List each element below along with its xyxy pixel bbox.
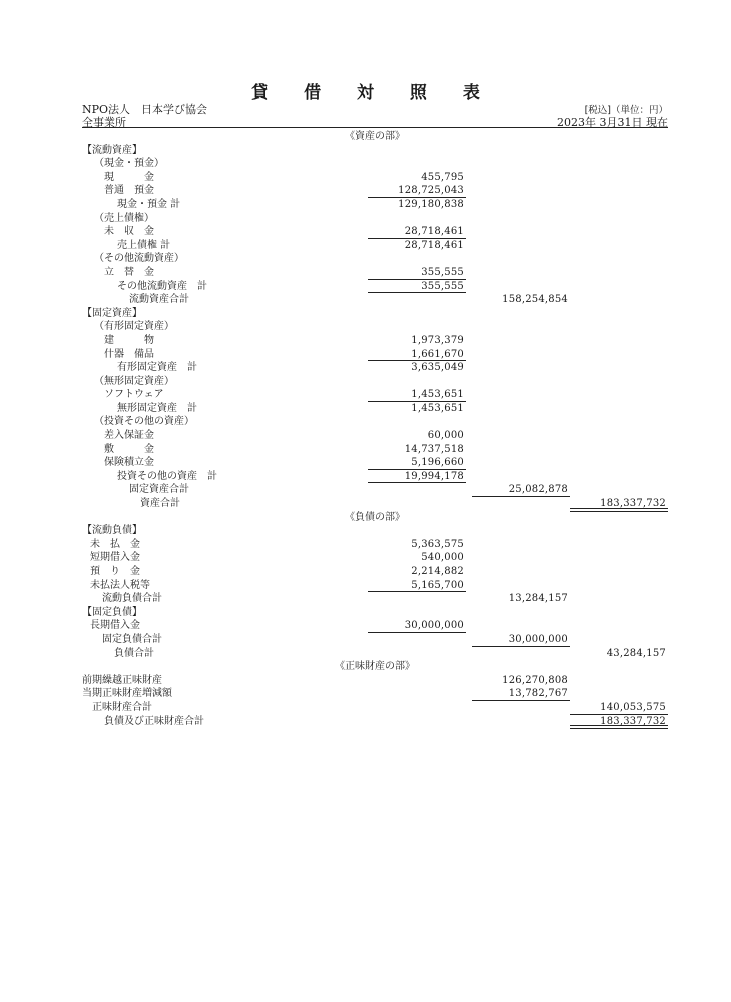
table-row [82,157,668,171]
amount-detail: 1,973,379 [411,334,464,346]
row-label: 敷 金 [104,443,154,455]
amount-detail: 1,453,651 [368,388,466,402]
table-row [82,361,668,375]
amount-detail: 30,000,000 [368,619,466,633]
amount-detail: 129,180,838 [398,198,464,210]
amount-detail: 1,453,651 [411,402,464,414]
table-row [82,184,668,198]
row-label: 正味財産合計 [92,701,152,713]
amount-subtotal: 25,082,878 [472,483,570,497]
row-label: 前期繰越正味財産 [82,674,162,686]
table-row [82,320,668,334]
row-label: 【流動資産】 [82,144,142,156]
organization-name: NPO法人 日本学び協会 [82,103,208,116]
row-label: 普通 預金 [104,185,154,197]
table-row [82,225,668,239]
amount-detail: 60,000 [427,430,464,442]
table-row [82,402,668,416]
table-row [82,307,668,321]
unit-note: [税込]（単位：円） [584,105,668,116]
header-rule [82,127,668,128]
table-row [82,429,668,443]
row-label: 流動負債合計 [102,593,162,605]
row-label: 建 物 [104,334,154,346]
table-row [82,293,668,307]
table-row [82,647,668,661]
section-heading: 《正味財産の部》 [335,661,415,673]
amount-detail: 128,725,043 [368,184,466,198]
row-label: 【固定負債】 [82,606,142,618]
table-row [82,565,668,579]
amount-total: 140,053,575 [570,701,668,715]
amount-detail: 19,994,178 [368,470,466,484]
row-label: （その他流動資産） [94,253,184,265]
row-label: 無形固定資産 計 [117,402,197,414]
table-row [82,198,668,212]
row-label: 負債及び正味財産合計 [104,715,204,727]
table-row [82,538,668,552]
table-row [82,239,668,253]
balance-sheet-table [82,130,668,728]
row-label: 当期正味財産増減額 [82,688,172,700]
row-label: 未 払 金 [90,538,140,550]
row-label: 【固定資産】 [82,307,142,319]
business-scope: 全事業所 [82,116,126,129]
table-row [82,171,668,185]
amount-detail: 2,214,882 [411,566,464,577]
row-label: 現 金 [104,171,154,183]
amount-detail: 5,165,700 [368,579,466,593]
section-heading-row [82,511,668,525]
row-label: 保険積立金 [104,457,154,469]
amount-detail: 355,555 [368,280,466,294]
row-label: 売上債権 計 [117,239,171,251]
row-label: 投資その他の資産 計 [117,470,217,482]
table-row [82,456,668,470]
table-row [82,715,668,729]
row-label: 短期借入金 [90,552,140,564]
section-heading-row [82,660,668,674]
section-heading-row [82,130,668,144]
row-label: 固定資産合計 [129,484,189,496]
row-label: 未 収 金 [104,226,154,238]
amount-subtotal: 126,270,808 [502,674,568,686]
table-row [82,701,668,715]
table-row [82,497,668,511]
row-label: 固定負債合計 [102,633,162,645]
table-row [82,388,668,402]
amount-total: 183,337,732 [570,497,668,511]
table-row [82,443,668,457]
amount-detail: 355,555 [368,266,466,280]
amount-detail: 455,795 [421,171,464,183]
table-row [82,415,668,429]
row-label: 長期借入金 [90,620,140,632]
row-label: 【流動負債】 [82,525,142,537]
row-label: 流動資産合計 [129,294,189,306]
table-row [82,579,668,593]
table-row [82,551,668,565]
table-row [82,633,668,647]
amount-detail: 28,718,461 [404,239,464,251]
amount-detail: 3,635,049 [411,362,464,374]
row-label: ソフトウェア [104,389,164,401]
table-row [82,619,668,633]
row-label: （売上債権） [94,212,154,224]
row-label: 立 替 金 [104,266,154,278]
table-row [82,483,668,497]
table-row [82,470,668,484]
amount-detail: 1,661,670 [368,348,466,362]
row-label: 資産合計 [140,498,180,510]
section-heading: 《負債の部》 [345,511,405,523]
amount-subtotal: 30,000,000 [472,633,570,647]
amount-subtotal: 158,254,854 [502,294,568,306]
table-row [82,375,668,389]
row-label: その他流動資産 計 [117,280,207,292]
table-row [82,252,668,266]
table-row [82,524,668,538]
amount-total: 43,284,157 [606,647,666,659]
table-row [82,606,668,620]
amount-detail: 540,000 [421,552,464,564]
row-label: 有形固定資産 計 [117,362,197,374]
table-row [82,280,668,294]
row-label: （無形固定資産） [94,375,174,387]
section-heading: 《資産の部》 [345,131,405,142]
amount-subtotal: 13,284,157 [508,593,568,605]
amount-total: 183,337,732 [570,715,668,729]
row-label: 差入保証金 [104,430,154,442]
page-title: 貸 借 対 照 表 [251,83,495,103]
row-label: 預 り 金 [90,566,140,577]
table-row [82,212,668,226]
amount-detail: 5,363,575 [411,538,464,550]
row-label: 未払法人税等 [90,579,150,591]
row-label: （投資その他の資産） [94,416,194,428]
table-row [82,334,668,348]
table-row [82,674,668,688]
amount-detail: 14,737,518 [404,443,464,455]
row-label: （有形固定資産） [94,321,174,333]
table-row [82,266,668,280]
amount-subtotal: 13,782,767 [472,687,570,701]
table-row [82,348,668,362]
amount-detail: 28,718,461 [368,225,466,239]
amount-detail: 5,196,660 [368,456,466,470]
row-label: 現金・預金 計 [117,198,181,210]
table-row [82,687,668,701]
table-row [82,144,668,158]
row-label: 什器 備品 [104,348,154,360]
table-row [82,592,668,606]
row-label: （現金・預金） [94,158,164,170]
report-date: 2023年 3月31日 現在 [557,116,668,129]
row-label: 負債合計 [114,647,154,659]
